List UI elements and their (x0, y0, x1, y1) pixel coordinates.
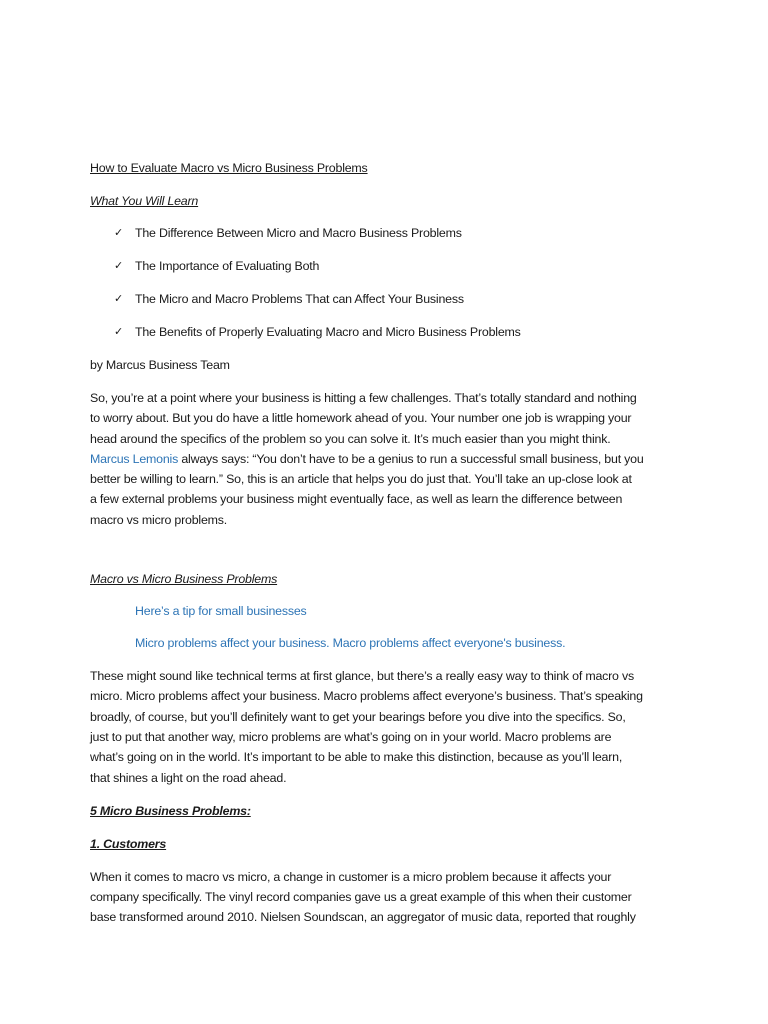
intro-paragraph (90, 388, 670, 530)
learn-item (114, 223, 670, 243)
intro-line: macro vs micro problems. (90, 512, 228, 527)
checkmark-icon: ✓ (114, 226, 124, 239)
paragraph-line: When it comes to macro vs micro, a change in customer is a micro problem because it affects your (90, 869, 612, 884)
paragraph-line: company specifically. The vinyl record companies gave us a great example of this when their customer (90, 890, 632, 905)
byline: by Marcus Business Team (90, 358, 230, 372)
paragraph-line: broadly, of course, but you’ll definitely want to get your bearings before you dive into the specifics. So, (90, 709, 626, 724)
paragraph-line: micro. Micro problems affect your business. Macro problems affect everyone’s business. That’s speaking (90, 689, 643, 704)
macro-micro-paragraph (90, 666, 670, 788)
intro-line: to worry about. But you do have a little homework ahead of you. Your number one job is wrapping your (90, 411, 632, 426)
paragraph-line: what’s going on in the world. It’s important to be able to make this distinction, because as you’ll learn, (90, 750, 623, 765)
paragraph-line: base transformed around 2010. Nielsen Soundscan, an aggregator of music data, reported that roughly (90, 910, 636, 925)
intro-line: head around the specifics of the problem so you can solve it. It’s much easier than you might think. (90, 431, 611, 446)
learn-item-text: The Benefits of Properly Evaluating Macro and Micro Business Problems (135, 325, 521, 339)
learn-heading: What You Will Learn (90, 194, 199, 208)
learn-item-text: The Micro and Macro Problems That can Affect Your Business (135, 292, 464, 306)
learn-item-text: The Importance of Evaluating Both (135, 259, 320, 273)
tip-title: Here’s a tip for small businesses (135, 604, 307, 619)
learn-item (114, 289, 670, 309)
intro-line: always says: “You don’t have to be a genius to run a successful small business, but you (178, 451, 644, 466)
customers-paragraph (90, 867, 670, 928)
checkmark-icon: ✓ (114, 292, 124, 305)
learn-item-text: The Difference Between Micro and Macro Business Problems (135, 226, 462, 240)
customers-heading: 1. Customers (90, 836, 167, 851)
learn-item (114, 322, 670, 342)
paragraph-line: that shines a light on the road ahead. (90, 770, 287, 785)
checkmark-icon: ✓ (114, 259, 124, 272)
intro-line: a few external problems your business might eventually face, as well as learn the difference between (90, 492, 623, 507)
macro-micro-heading: Macro vs Micro Business Problems (90, 572, 278, 587)
tip-text: Micro problems affect your business. Macro problems affect everyone's business. (135, 636, 566, 651)
learn-item (114, 256, 670, 276)
paragraph-line: just to put that another way, micro problems are what’s going on in your world. Macro problems are (90, 729, 612, 744)
intro-line: So, you’re at a point where your business is hitting a few challenges. That’s totally standard and nothing (90, 391, 637, 405)
marcus-lemonis-link[interactable]: Marcus Lemonis (90, 451, 179, 466)
checkmark-icon: ✓ (114, 325, 124, 338)
learn-list (90, 223, 670, 342)
intro-line: better be willing to learn.” So, this is an article that helps you do just that. You’ll take an up-close look at (90, 472, 632, 487)
paragraph-line: These might sound like technical terms at first glance, but there’s a really easy way to think of macro vs (90, 669, 634, 684)
document-title: How to Evaluate Macro vs Micro Business Problems (90, 161, 368, 175)
document-page (90, 158, 670, 928)
micro-problems-heading: 5 Micro Business Problems: (90, 803, 251, 818)
blank-line (90, 530, 670, 556)
